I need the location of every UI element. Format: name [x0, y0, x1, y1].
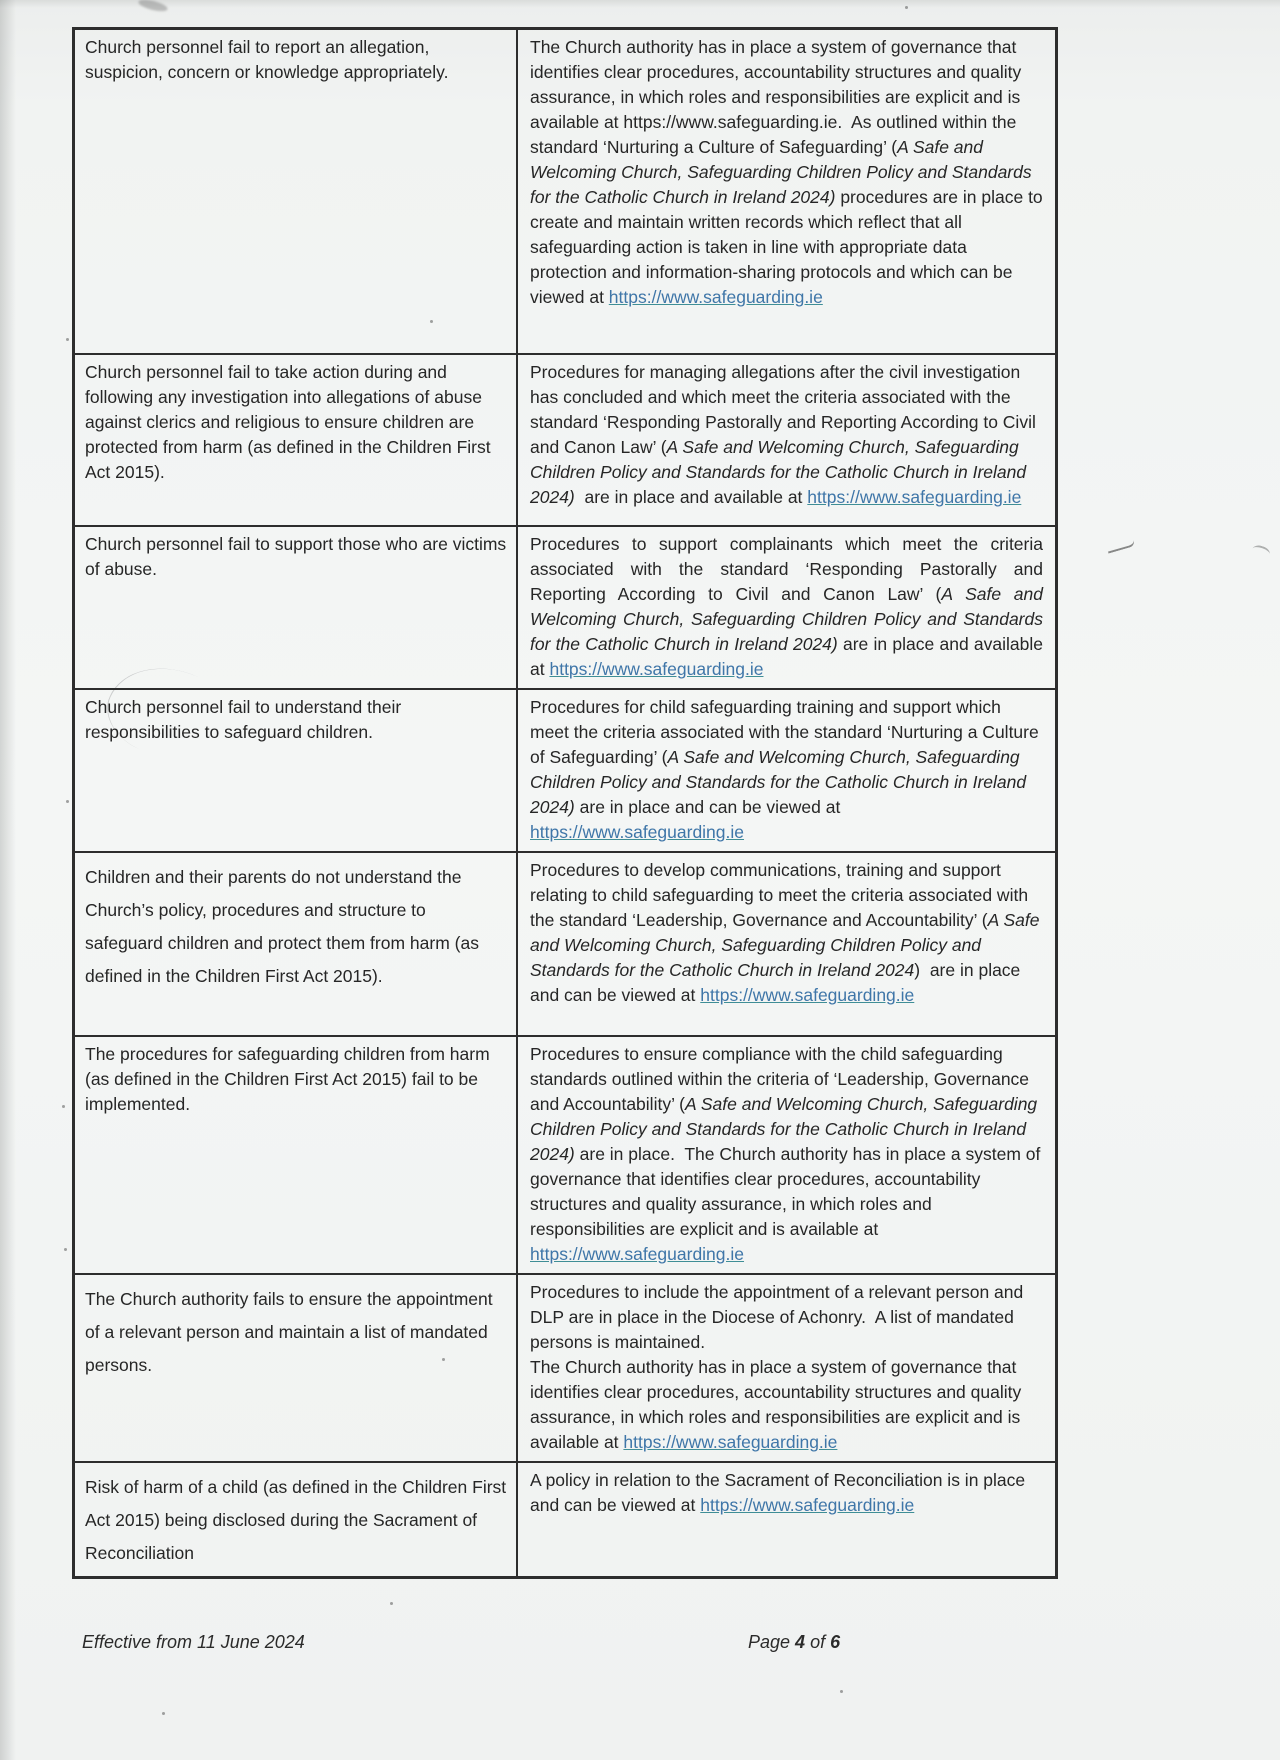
- procedure-cell: [518, 1275, 1055, 1461]
- procedure-cell: [518, 1037, 1055, 1273]
- table-row: [75, 1273, 1055, 1461]
- safeguarding-link[interactable]: https://www.safeguarding.ie: [700, 1495, 915, 1515]
- scan-artifact: [1251, 543, 1272, 559]
- scan-speck: [905, 6, 908, 9]
- scan-speck: [162, 1712, 165, 1715]
- footer-page-word: Page: [748, 1632, 796, 1652]
- risk-cell: The procedures for safeguarding children from harm (as defined in the Children First Act 2015) fail to be implemented.: [75, 1037, 518, 1273]
- policy-title-italic: A Safe and Welcoming Church, Safeguarding Children Policy and Standards for the Catholic Church in Ireland 2024): [530, 437, 1027, 507]
- risk-cell: Children and their parents do not understand the Church’s policy, procedures and structure to safeguard children and protect them from harm (as defined in the Children First Act 2015).: [75, 853, 518, 1035]
- safeguarding-link[interactable]: https://www.safeguarding.ie: [700, 985, 915, 1005]
- procedure-text: A policy in relation to the Sacrament of Reconciliation is in place and can be viewed at: [530, 1470, 1026, 1515]
- policy-title-italic: A Safe and Welcoming Church, Safeguarding Children Policy and Standards for the Catholic Church in Ireland 2024): [530, 1094, 1038, 1164]
- procedure-cell: [518, 690, 1055, 851]
- table-row: [75, 525, 1055, 688]
- table-row: [75, 1461, 1055, 1576]
- footer-page-indicator: [748, 1632, 840, 1653]
- procedure-text: Procedures to support complainants which meet the criteria associated with the standard ‘Responding Pastorally and Reporting According to Civil and Canon Law’ (: [530, 534, 1043, 604]
- footer-effective-date: Effective from 11 June 2024: [82, 1632, 305, 1652]
- procedure-text: The Church authority has in place a system of governance that identifies clear procedures, accountability structures and quality assurance, in which roles and responsibilities are explicit and is available at: [530, 1357, 1022, 1452]
- risk-table: [72, 27, 1058, 1579]
- procedure-text: Procedures to include the appointment of a relevant person and DLP are in place in the Diocese of Achonry. A list of mandated persons is maintained.: [530, 1282, 1024, 1352]
- procedure-text: Procedures to develop communications, training and support relating to child safeguarding to meet the criteria associated with the standard ‘Leadership, Governance and Accountability’ (: [530, 860, 1029, 930]
- safeguarding-link[interactable]: https://www.safeguarding.ie: [623, 1432, 838, 1452]
- procedure-text: are in place and available at: [574, 487, 808, 507]
- safeguarding-link[interactable]: https://www.safeguarding.ie: [530, 822, 745, 842]
- table-row: [75, 1035, 1055, 1273]
- procedure-cell: [518, 1463, 1055, 1576]
- footer-page-number: 4: [795, 1632, 806, 1652]
- risk-cell: Church personnel fail to support those who are victims of abuse.: [75, 527, 518, 688]
- scan-artifact: [1105, 532, 1136, 553]
- scan-speck: [840, 1690, 843, 1693]
- table-row: [75, 688, 1055, 851]
- scan-speck: [390, 1602, 393, 1605]
- procedure-text: ) are in place and can be viewed at: [530, 960, 1021, 1005]
- procedure-text: procedures are in place to create and maintain written records which reflect that all safeguarding action is taken in line with appropriate data protection and information-sharing protocols and which can be viewed at: [530, 187, 1043, 307]
- safeguarding-link[interactable]: https://www.safeguarding.ie: [807, 487, 1022, 507]
- scan-speck: [66, 800, 69, 803]
- risk-cell: Church personnel fail to take action during and following any investigation into allegations of abuse against clerics and religious to ensure children are protected from harm (as defined in the Children First Act 2015).: [75, 355, 518, 525]
- safeguarding-link[interactable]: https://www.safeguarding.ie: [608, 287, 823, 307]
- scan-speck: [62, 1105, 65, 1108]
- procedure-cell: [518, 527, 1055, 688]
- policy-title-italic: A Safe and Welcoming Church, Safeguarding Children Policy and Standards for the Catholic Church in Ireland 2024): [530, 137, 1032, 207]
- procedure-text: Procedures for child safeguarding training and support which meet the criteria associated with the standard ‘Nurturing a Culture of Safeguarding’ (: [530, 697, 1039, 767]
- risk-cell: Church personnel fail to report an allegation, suspicion, concern or knowledge appropriately.: [75, 30, 518, 353]
- table-row: [75, 353, 1055, 525]
- procedure-text: Procedures to ensure compliance with the child safeguarding standards outlined within the criteria of ‘Leadership, Governance and Accountability’ (: [530, 1044, 1030, 1114]
- table-row: [75, 30, 1055, 353]
- procedure-cell: [518, 355, 1055, 525]
- policy-title-italic: A Safe and Welcoming Church, Safeguarding Children Policy and Standards for the Catholic Church in Ireland 2024): [530, 747, 1027, 817]
- procedure-text: are in place and can be viewed at: [574, 797, 841, 817]
- procedure-cell: [518, 853, 1055, 1035]
- risk-cell: Risk of harm of a child (as defined in the Children First Act 2015) being disclosed during the Sacrament of Reconciliation: [75, 1463, 518, 1576]
- scan-speck: [64, 1248, 67, 1251]
- safeguarding-link[interactable]: https://www.safeguarding.ie: [530, 1244, 745, 1264]
- safeguarding-link[interactable]: https://www.safeguarding.ie: [549, 659, 764, 679]
- procedure-text: are in place. The Church authority has in place a system of governance that identifies clear procedures, accountability structures and quality assurance, in which roles and responsibilities are explicit and is available at: [530, 1144, 1041, 1239]
- procedure-text: The Church authority has in place a system of governance that identifies clear procedures, accountability structures and quality assurance, in which roles and responsibilities are explicit and is available at https://www.safeguarding.ie. As outlined within the standard ‘Nurturing a Culture of Safeguarding’ (: [530, 37, 1022, 157]
- scan-speck: [66, 338, 69, 341]
- policy-title-italic: A Safe and Welcoming Church, Safeguarding Children Policy and Standards for the Catholic Church in Ireland 2024): [530, 584, 1043, 654]
- procedure-cell: [518, 30, 1055, 353]
- table-row: [75, 851, 1055, 1035]
- risk-cell: The Church authority fails to ensure the appointment of a relevant person and maintain a list of mandated persons.: [75, 1275, 518, 1461]
- policy-title-italic: A Safe and Welcoming Church, Safeguarding Children Policy and Standards for the Catholic Church in Ireland 2024: [530, 910, 1040, 980]
- risk-cell: Church personnel fail to understand their responsibilities to safeguard children.: [75, 690, 518, 851]
- scan-artifact: [0, 0, 16, 1760]
- footer-total-pages: 6: [830, 1632, 841, 1652]
- procedure-text: Procedures for managing allegations after the civil investigation has concluded and which meet the criteria associated with the standard ‘Responding Pastorally and Reporting According to Civil and Canon Law’ (: [530, 362, 1036, 457]
- procedure-text: are in place and available at: [530, 634, 1043, 679]
- scan-artifact: [0, 0, 1280, 8]
- footer-of-word: of: [805, 1632, 831, 1652]
